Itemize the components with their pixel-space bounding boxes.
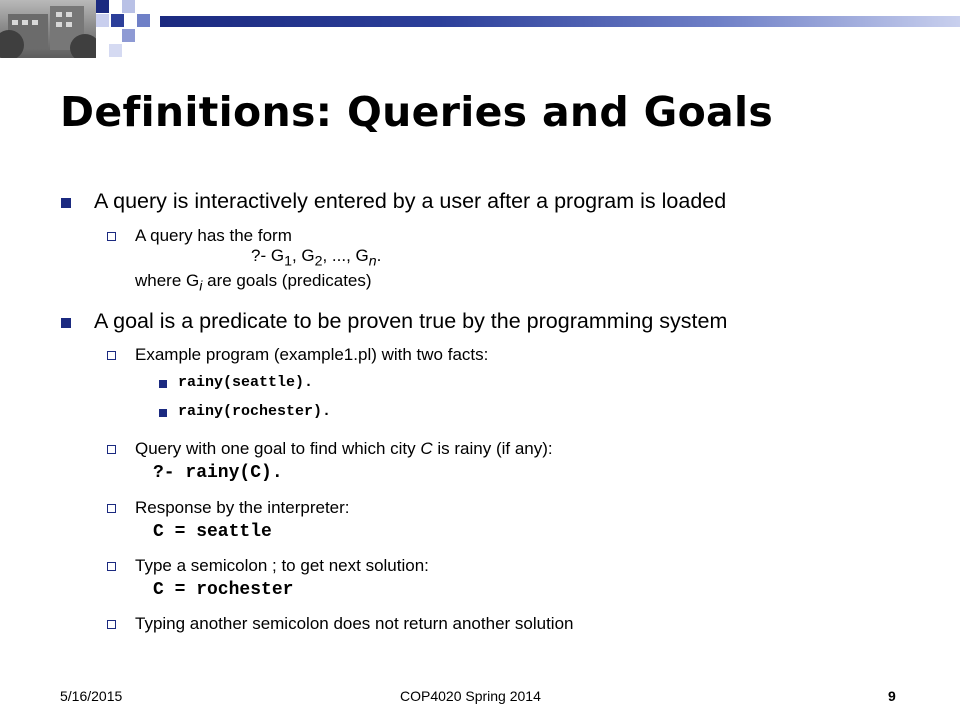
- bullet-square-icon: [61, 318, 71, 328]
- form-text: , ..., G: [322, 246, 369, 265]
- header-square: [122, 29, 135, 42]
- response-code: C = rochester: [153, 580, 294, 600]
- subbullet-no-more: Typing another semicolon does not return another solution: [135, 614, 574, 633]
- hollow-square-icon: [107, 445, 116, 454]
- form-sub: n: [368, 253, 377, 270]
- hollow-square-icon: [107, 232, 116, 241]
- query-goal-var: C: [420, 439, 433, 458]
- subbullet-query-goal: [135, 439, 553, 483]
- subbullet-example-program: Example program (example1.pl) with two facts:: [135, 345, 489, 364]
- semicolon-text: Type a semicolon ; to get next solution:: [135, 556, 429, 575]
- bullet-query-definition: A query is interactively entered by a user after a program is loaded: [94, 189, 727, 213]
- query-form-where: [135, 271, 381, 296]
- response-text: Response by the interpreter:: [135, 498, 350, 517]
- query-form-label: A query has the form: [135, 226, 292, 245]
- form-sub: 1: [284, 253, 292, 270]
- bullet-square-icon: [159, 409, 167, 417]
- where-text: where G: [135, 271, 200, 291]
- header-square: [96, 14, 109, 27]
- where-sub: i: [199, 278, 203, 295]
- bullet-goal-definition: A goal is a predicate to be proven true by the programming system: [94, 309, 728, 333]
- hollow-square-icon: [107, 562, 116, 571]
- header-square: [111, 14, 124, 27]
- hollow-square-icon: [107, 620, 116, 629]
- where-text: are goals (predicates): [202, 271, 372, 291]
- page-number: 9: [888, 688, 896, 704]
- subbullet-query-form: [135, 226, 381, 297]
- query-goal-text: is rainy (if any):: [432, 439, 553, 458]
- response-code: C = seattle: [153, 522, 272, 542]
- form-text: ?- G: [251, 246, 285, 265]
- header-square: [122, 0, 135, 13]
- bullet-square-icon: [159, 380, 167, 388]
- query-code: ?- rainy(C).: [153, 463, 283, 483]
- form-text: , G: [291, 246, 315, 265]
- footer-course: COP4020 Spring 2014: [400, 688, 541, 704]
- form-sub: 2: [314, 253, 323, 270]
- fact-code: rainy(seattle).: [178, 374, 314, 391]
- bullet-square-icon: [61, 198, 71, 208]
- header-photo: [0, 0, 96, 58]
- subbullet-response: [135, 498, 350, 542]
- header-square: [137, 14, 150, 27]
- hollow-square-icon: [107, 504, 116, 513]
- query-form-syntax: [135, 246, 381, 271]
- header-square: [109, 44, 122, 57]
- query-goal-text: Query with one goal to find which city: [135, 439, 421, 458]
- hollow-square-icon: [107, 351, 116, 360]
- form-text: .: [376, 246, 382, 265]
- header-bar: [160, 16, 960, 27]
- slide-title: Definitions: Queries and Goals: [60, 88, 774, 136]
- subbullet-semicolon: [135, 556, 429, 600]
- footer-date: 5/16/2015: [60, 688, 123, 704]
- fact-code: rainy(rochester).: [178, 403, 332, 420]
- header-square: [96, 0, 109, 13]
